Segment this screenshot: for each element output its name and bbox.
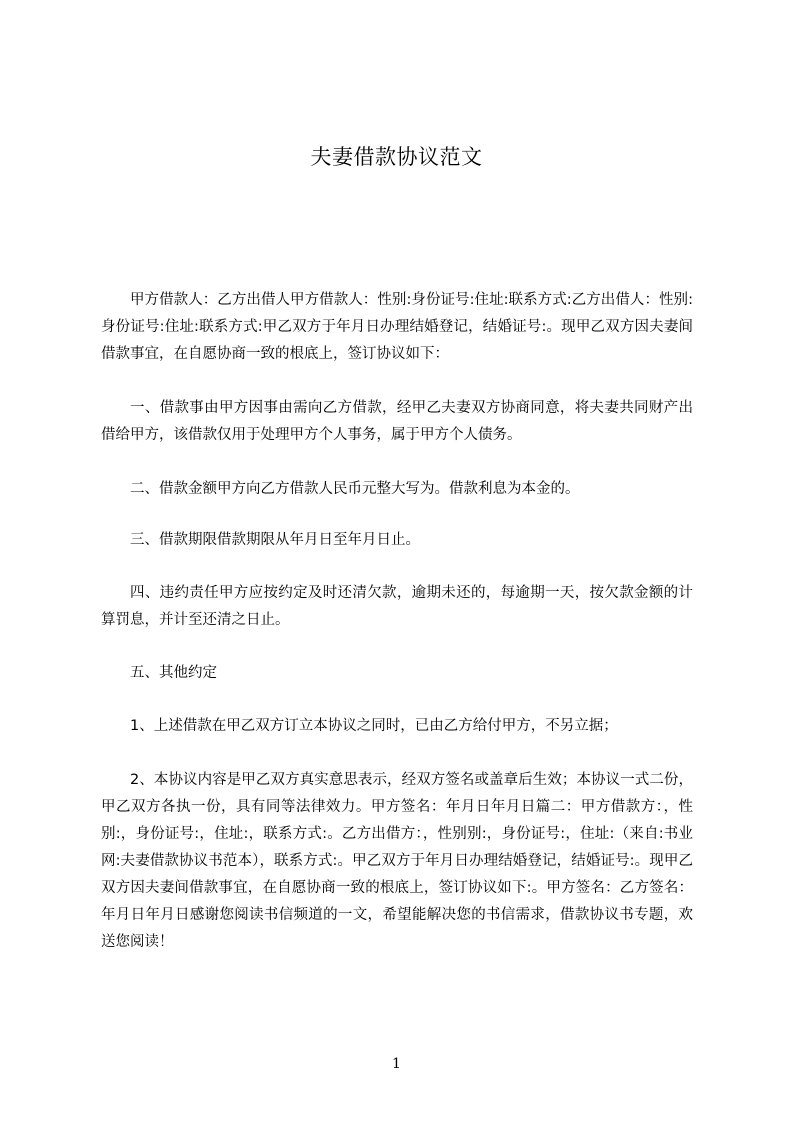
paragraph-intro: 甲方借款人：乙方出借人甲方借款人：性别:身份证号:住址:联系方式:乙方出借人：性别:身份证号:住址:联系方式:甲乙双方于年月日办理结婚登记，结婚证号:。现甲乙双方因夫妻间借款事宜，在自愿协商一致的根底上，签订协议如下： [101,292,693,362]
paragraph-clause-5: 五、其他约定 [130,665,217,681]
paragraph-clause-3-block [101,527,693,554]
paragraph-clause-3: 三、借款期限借款期限从年月日至年月日止。 [130,532,420,548]
paragraph-item-1-block [101,713,693,740]
paragraph-clause-2-block [101,476,693,503]
paragraph-clause-2: 二、借款金额甲方向乙方借款人民币元整大写为。借款利息为本金的。 [130,481,580,497]
paragraph-clause-4: 四、违约责任甲方应按约定及时还清欠款，逾期未还的，每逾期一天，按欠款金额的计算罚息，并计至还清之日止。 [101,585,693,628]
paragraph-item-2-block [101,767,693,956]
document-title: 夫妻借款协议范文 [310,145,483,169]
paragraph-clause-1: 一、借款事由甲方因事由需向乙方借款，经甲乙夫妻双方协商同意，将夫妻共同财产出借给甲方，该借款仅用于处理甲方个人事务，属于甲方个人债务。 [101,400,693,443]
paragraph-intro-block [101,287,693,368]
paragraph-item-1: 1、上述借款在甲乙双方订立本协议之同时，已由乙方给付甲方，不另立据； [130,718,618,734]
paragraph-clause-1-block [101,395,693,449]
page-number: 1 [392,1056,401,1072]
paragraph-clause-4-block [101,580,693,634]
paragraph-clause-5-block [101,660,693,687]
paragraph-item-2: 2、本协议内容是甲乙双方真实意思表示，经双方签名或盖章后生效；本协议一式二份，甲乙双方各执一份，具有同等法律效力。甲方签名：年月日年月日篇二：甲方借款方：，性别:，身份证号:，住址:，联系方式:。乙方出借方：，性别别:，身份证号:，住址:（来自:书业网:夫妻借款协议书范本），联系方式:。甲乙双方于年月日办理结婚登记，结婚证号:。现甲乙双方因夫妻间借款事宜，在自愿协商一致的根底上，签订协议如下:。甲方签名：乙方签名：年月日年月日感谢您阅读书信频道的一文，希望能解决您的书信需求，借款协议书专题，欢送您阅读！ [101,772,693,950]
